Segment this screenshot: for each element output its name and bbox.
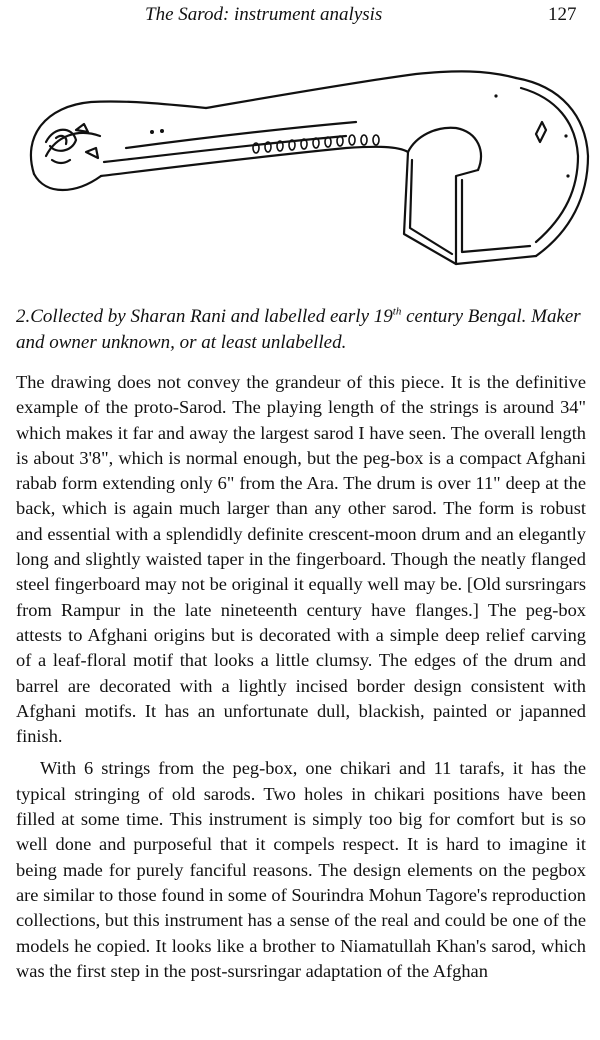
sarod-drawing (16, 56, 596, 276)
figure-caption (16, 304, 584, 356)
running-header (0, 4, 600, 30)
caption-superscript: th (392, 305, 402, 318)
chapter-title: The Sarod: instrument analysis (145, 4, 383, 25)
body-text (16, 370, 586, 984)
paragraph-1: The drawing does not convey the grandeur of this piece. It is the definitive example of the proto-Sarod. The playing length of the strings is around 34" which makes it far and away the largest sarod I have seen. The overall length is about 3'8", which is normal enough, but the peg-box is a compact Afghani rabab form extending only 6" from the Ara. The drum is over 11" deep at the back, which is again much larger than any other sarod. The form is robust and essential with a splendidly definite crescent-moon drum and an elegantly long and slightly waisted taper in the fingerboard. Though the neatly flanged steel fingerboard may not be original it equally well may be. [Old sursringars from Rampur in the late nineteenth century have flanges.] The peg-box attests to Afghani origins but is decorated with a simple deep relief carving of a leaf-floral motif that looks a little clumsy. The edges of the drum and barrel are decorated with a lightly incised border design consistent with Afghani motifs. It has an unfortunate dull, blackish, painted or japanned finish. (16, 372, 586, 747)
caption-text-part1: 2.Collected by Sharan Rani and labelled early 19 (16, 306, 393, 327)
paragraph-2: With 6 strings from the peg-box, one chikari and 11 tarafs, it has the typical stringing of old sarods. Two holes in chikari positions have been filled at some time. This instrument is simply too big for comfort but is so well done and purposeful that it compels respect. It is hard to imagine it being made for purely fanciful reasons. The design elements on the pegbox are similar to those found in some of Sourindra Mohun Tagore's reproduction collections, but this instrument has a sense of the real and could be one of the models he copied. It looks like a brother to Niamatullah Khan's sarod, which was the first step in the post-sursringar adaptation of the Afghan (16, 758, 586, 981)
page-number: 127 (548, 4, 577, 25)
caption-text-part2: century Bengal. Maker and owner unknown, or at least unlabelled. (16, 306, 581, 353)
